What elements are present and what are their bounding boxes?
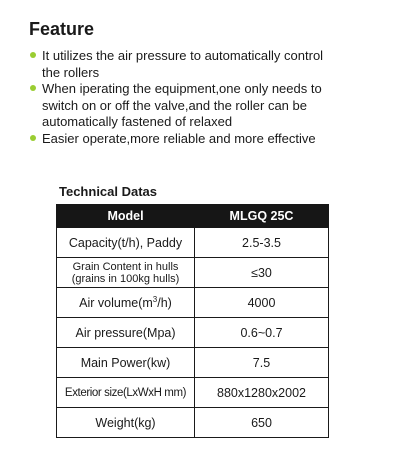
superscript: 3 <box>152 294 158 304</box>
spec-value: 7.5 <box>195 348 329 378</box>
bullet-dot-icon <box>30 135 36 141</box>
bullet-dot-icon <box>30 85 36 91</box>
table-row <box>57 378 329 408</box>
feature-item-line: automatically fastened of relaxed <box>42 114 233 130</box>
spec-label-line: (grains in 100kg hulls) <box>71 272 180 285</box>
table-row <box>57 228 329 258</box>
feature-item <box>30 48 410 81</box>
table-header-row <box>57 205 329 228</box>
feature-title: Feature <box>29 19 95 39</box>
spec-value: ≤30 <box>195 258 329 288</box>
feature-item-line: the rollers <box>42 64 100 80</box>
spec-value: 650 <box>195 408 329 438</box>
table-row <box>57 258 329 288</box>
table-row <box>57 408 329 438</box>
bullet-dot-icon <box>30 52 36 58</box>
technical-data-table <box>56 204 329 438</box>
spec-label-line: Grain Content in hulls <box>72 260 179 273</box>
spec-value: 2.5-3.5 <box>195 228 329 258</box>
spec-label <box>57 288 195 318</box>
spec-value: 0.6~0.7 <box>195 318 329 348</box>
header-model: Model <box>57 205 195 228</box>
feature-item <box>30 81 410 131</box>
feature-item-line: It utilizes the air pressure to automatically control <box>42 48 324 63</box>
feature-item-line: Easier operate,more reliable and more effective <box>42 130 316 146</box>
feature-item-line: switch on or off the valve,and the roller can be <box>42 97 307 113</box>
spec-label: Air pressure(Mpa) <box>57 318 195 348</box>
table-row <box>57 348 329 378</box>
spec-label-text: /h) <box>157 295 172 310</box>
spec-label <box>57 258 195 288</box>
feature-item <box>30 131 410 148</box>
spec-label-text: Air volume(m <box>79 295 153 310</box>
feature-item-line: When iperating the equipment,one only needs to <box>42 81 322 97</box>
table-row <box>57 288 329 318</box>
spec-label: Main Power(kw) <box>57 348 195 378</box>
spec-label: Capacity(t/h), Paddy <box>57 228 195 258</box>
technical-data-title: Technical Datas <box>59 184 158 199</box>
header-model-number: MLGQ 25C <box>195 205 329 228</box>
spec-value: 880x1280x2002 <box>195 378 329 408</box>
spec-label: Exterior size(LxWxH mm) <box>57 378 195 408</box>
table-row <box>57 318 329 348</box>
spec-label: Weight(kg) <box>57 408 195 438</box>
spec-value: 4000 <box>195 288 329 318</box>
feature-list <box>30 48 410 148</box>
